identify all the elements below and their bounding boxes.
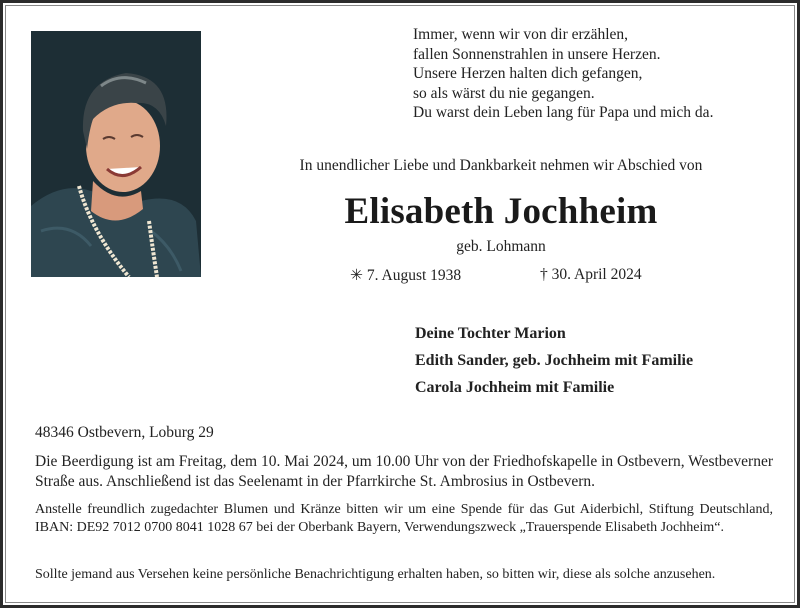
deceased-name: Elisabeth Jochheim (344, 191, 658, 232)
mourner: Carola Jochheim mit Familie (415, 379, 615, 396)
poem-line: so als wärst du nie gegangen. (413, 84, 595, 102)
poem (413, 25, 713, 123)
funeral-details: Die Beerdigung ist am Freitag, dem 10. Mai 2024, um 10.00 Uhr von der Friedhofskapelle in Ostbevern, Westbeverner Straße aus. Anschließend ist das Seelenamt in der Pfarrkirche St. Ambrosius in Ostbevern. (35, 453, 773, 490)
birth-date (350, 266, 461, 285)
mourners-list (415, 320, 693, 401)
mourner: Deine Tochter Marion (415, 325, 566, 342)
death-date-text: 30. April 2024 (551, 266, 642, 283)
birth-star-icon: ✳ (350, 267, 363, 284)
donation-request: Anstelle freundlich zugedachter Blumen und Kränze bitten wir um eine Spende für das Gut Aiderbichl, Stiftung Deutschland, IBAN: DE92 7012 0700 8041 1028 67 bei der Oberbank Bayern, Verwendungszweck „Trauerspende Elisabeth Jochheim“. (35, 502, 773, 535)
poem-line: Immer, wenn wir von dir erzählen, (413, 26, 629, 43)
birth-date-text: 7. August 1938 (366, 267, 462, 284)
obituary-card (3, 3, 797, 605)
notification-notice: Sollte jemand aus Versehen keine persönliche Benachrichtigung erhalten haben, so bitten wir, diese als solche anzusehen. (35, 567, 716, 582)
family-address: 48346 Ostbevern, Loburg 29 (35, 424, 214, 441)
maiden-name: geb. Lohmann (456, 238, 546, 255)
poem-line: fallen Sonnenstrahlen in unsere Herzen. (413, 45, 661, 63)
death-cross-icon: † (540, 266, 548, 283)
poem-line: Du warst dein Leben lang für Papa und mich da. (413, 104, 714, 121)
portrait-photo (31, 31, 201, 277)
portrait-illustration (31, 31, 201, 277)
poem-line: Unsere Herzen halten dich gefangen, (413, 65, 643, 82)
death-date (540, 266, 642, 284)
farewell-intro: In unendlicher Liebe und Dankbarkeit nehmen wir Abschied von (299, 157, 703, 174)
mourner: Edith Sander, geb. Jochheim mit Familie (415, 352, 694, 369)
